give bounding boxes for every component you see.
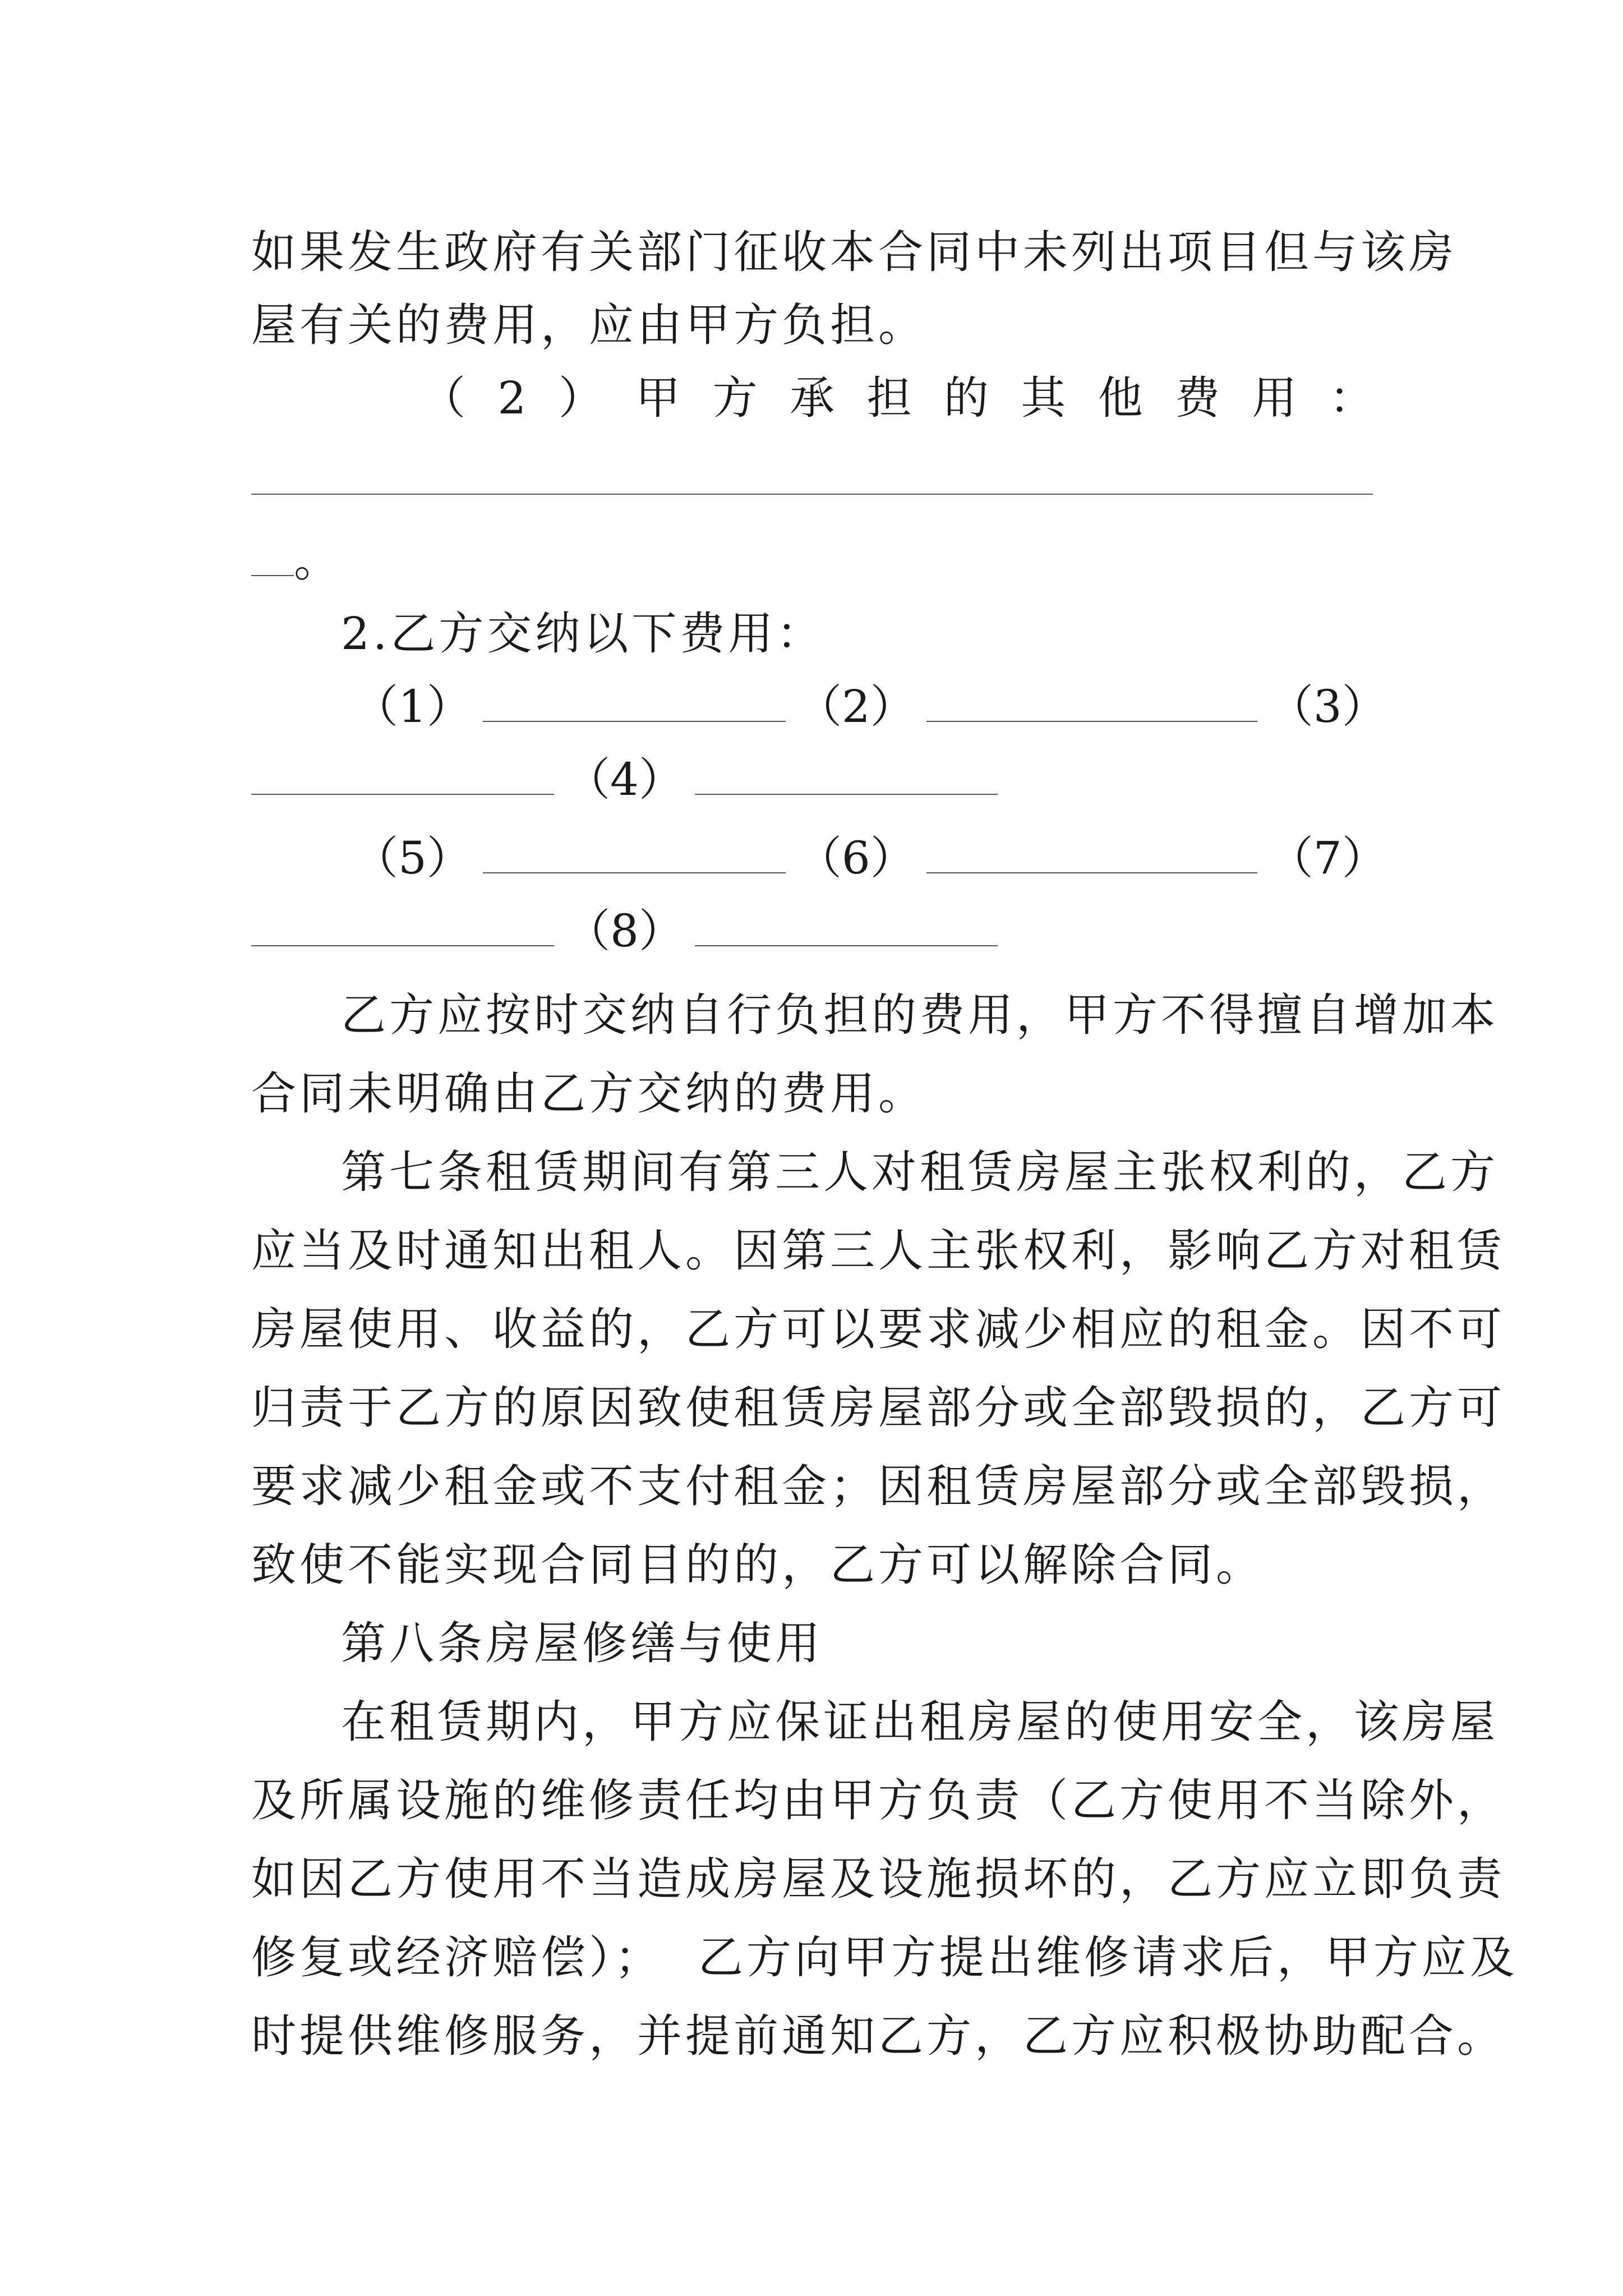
fee-row [353,819,1387,898]
article-7-line: 归责于乙方的原因致使租赁房屋部分或全部毁损的，乙方可 [251,1382,1505,1434]
article-8-line: 修复或经济赔偿）； 乙方向甲方提出维修请求后，甲方应及 [251,1931,1518,1984]
article-7-line: 应当及时通知出租人。因第三人主张权利，影响乙方对租赁 [251,1225,1505,1277]
fee-blank [251,754,554,795]
fee-blank [695,754,998,795]
fee-label: （1） [353,680,472,733]
item-2-end-mark: 。 [294,535,342,587]
article-7-line: 第七条租赁期间有第三人对租赁房屋主张权利的，乙方 [341,1146,1498,1198]
item-2-char: 其 [1021,372,1066,424]
item-2-char: （ [421,372,465,424]
fee-label: （3） [1268,680,1387,733]
article-8-line: 在租赁期内，甲方应保证出租房屋的使用安全，该房屋 [341,1696,1498,1748]
short-fill-in-rule [251,541,294,576]
fee-row [251,892,1418,970]
item-2-char: 2 [497,372,527,424]
item-2-char: 费 [1175,372,1220,424]
item-2-char: 承 [790,372,835,424]
item-2-char: ： [1329,372,1374,424]
fee-blank [251,906,554,946]
item-2-char: 甲 [635,372,681,424]
article-7-line: 要求减少租金或不支付租金；因租赁房屋部分或全部毁损， [251,1460,1505,1512]
fee-label: （4） [565,753,684,806]
paragraph-line: 如果发生政府有关部门征收本合同中未列出项目但与该房 [251,226,1457,278]
fee-blank [483,682,786,722]
section-2-title: 2.乙方交纳以下费用： [341,608,825,660]
article-7-line: 房屋使用、收益的，乙方可以要求减少相应的租金。因不可 [251,1303,1505,1355]
fee-blank [926,833,1257,873]
fee-blank [483,833,786,873]
paragraph-line: 乙方应按时交纳自行负担的费用，甲方不得擅自增加本 [341,989,1498,1041]
article-7-line: 致使不能实现合同目的的，乙方可以解除合同。 [251,1539,1264,1591]
fee-row [251,740,1418,819]
article-8-title: 第八条房屋修缮与使用 [341,1617,823,1669]
item-2-char: 他 [1098,372,1143,424]
fee-label: （2） [796,680,915,733]
item-2-char: 的 [943,372,989,424]
item-2-char: 用 [1252,372,1297,424]
item-2-char: 方 [712,372,758,424]
article-8-line: 时提供维修服务，并提前通知乙方，乙方应积极协助配合。 [251,2010,1505,2062]
article-8-line: 及所属设施的维修责任均由甲方负责（乙方使用不当除外， [251,1774,1505,1826]
item-2-heading [421,359,1374,438]
fee-label: （6） [796,832,915,884]
fee-label: （8） [565,905,684,957]
fee-blank [926,682,1257,722]
item-2-end-line [251,522,1418,600]
paragraph-line: 合同未明确由乙方交纳的费用。 [251,1068,926,1120]
fee-label: （5） [353,832,472,884]
fee-row [353,668,1387,746]
paragraph-line: 屋有关的费用，应由甲方负担。 [251,299,926,351]
fee-label: （7） [1268,832,1387,884]
item-2-char: 担 [866,372,912,424]
fee-blank [695,906,998,946]
fill-in-rule [251,494,1373,495]
article-8-line: 如因乙方使用不当造成房屋及设施损坏的，乙方应立即负责 [251,1853,1505,1905]
item-2-char: ） [558,372,603,424]
